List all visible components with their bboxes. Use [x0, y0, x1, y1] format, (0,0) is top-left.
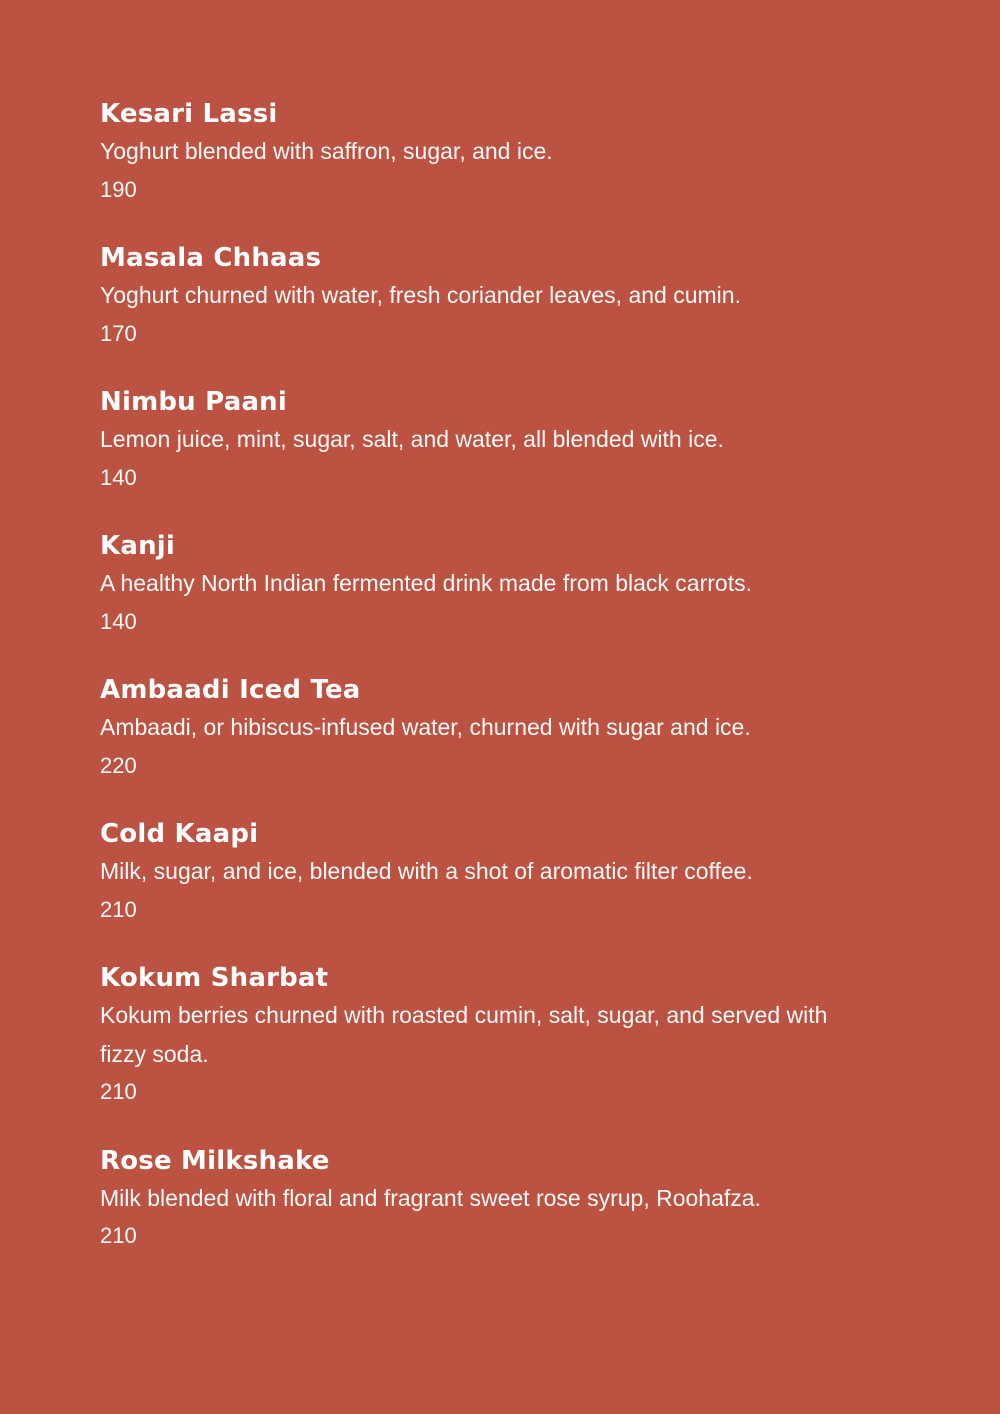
menu-item: [100, 672, 840, 785]
menu-item-name: Kokum Sharbat: [100, 963, 329, 993]
menu-item-price: 220: [100, 752, 137, 778]
menu-item-name: Masala Chhaas: [100, 243, 322, 273]
drinks-menu: [100, 96, 840, 1287]
menu-item-description: A healthy North Indian fermented drink made from black carrots.: [100, 570, 752, 596]
menu-item-name: Kanji: [100, 531, 176, 561]
menu-item-name: Nimbu Paani: [100, 387, 288, 417]
menu-item: [100, 1143, 840, 1256]
menu-item: [100, 240, 840, 353]
menu-item-price: 210: [100, 1079, 137, 1104]
menu-item-description: Milk, sugar, and ice, blended with a shot of aromatic filter coffee.: [100, 858, 753, 884]
menu-item-description: Ambaadi, or hibiscus-infused water, churned with sugar and ice.: [100, 714, 751, 740]
menu-item: [100, 528, 840, 641]
menu-item-name: Ambaadi Iced Tea: [100, 675, 361, 705]
menu-item-price: 210: [100, 896, 137, 922]
menu-item: [100, 960, 840, 1112]
menu-item: [100, 96, 840, 209]
menu-item-description: Kokum berries churned with roasted cumin, salt, sugar, and served with fizzy soda.: [100, 1002, 828, 1067]
menu-item-description: Lemon juice, mint, sugar, salt, and water, all blended with ice.: [100, 426, 724, 452]
menu-item: [100, 384, 840, 497]
menu-item-description: Yoghurt blended with saffron, sugar, and ice.: [100, 138, 553, 164]
menu-item-description: Yoghurt churned with water, fresh coriander leaves, and cumin.: [100, 282, 741, 308]
menu-item-price: 140: [100, 608, 137, 634]
menu-item-price: 210: [100, 1223, 137, 1248]
menu-item-description: Milk blended with floral and fragrant sweet rose syrup, Roohafza.: [100, 1184, 761, 1211]
menu-item-price: 170: [100, 320, 137, 346]
menu-item-name: Cold Kaapi: [100, 819, 259, 849]
menu-item: [100, 816, 840, 929]
menu-item-price: 190: [100, 176, 137, 202]
menu-item-price: 140: [100, 464, 137, 490]
menu-item-name: Rose Milkshake: [100, 1145, 330, 1176]
menu-item-name: Kesari Lassi: [100, 99, 278, 129]
